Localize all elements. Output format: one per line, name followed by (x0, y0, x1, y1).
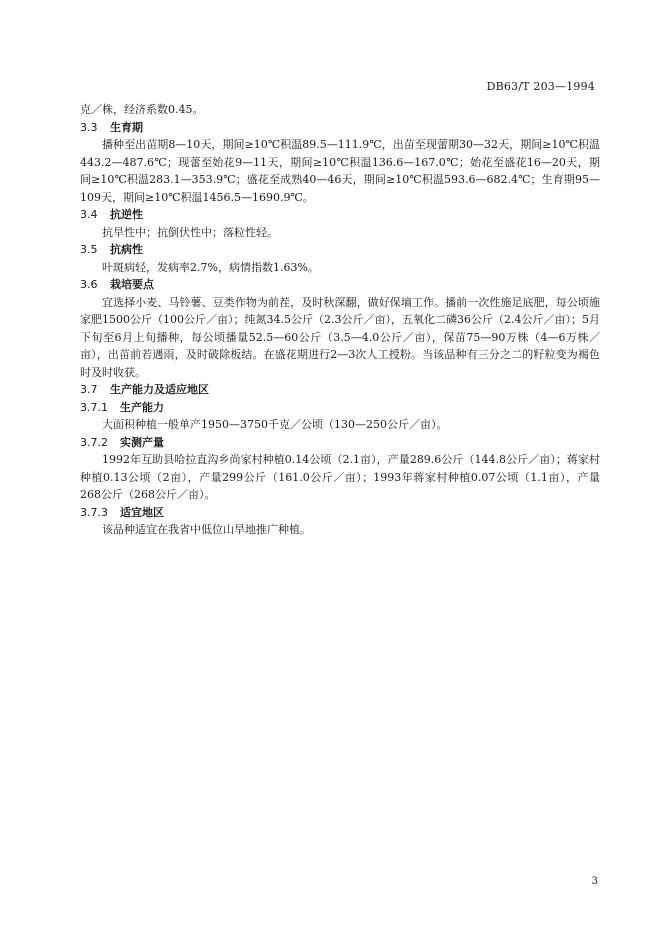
section-paragraph-3-6: 宜选择小麦、马铃薯、豆类作物为前茬，及时秋深翻，做好保墒工作。播前一次性施足底肥，每公顷施家肥1500公斤（100公斤／亩）；纯氮34.5公斤（2.3公斤／亩），五氧化二磷36公斤（2.4公斤／亩）；5月下旬至6月上旬播种，每公顷播量52.5—60公斤（3.5—4.0公斤／亩），保苗75—90万株（4—6万株／亩），出苗前若遇雨，及时破除板结。在盛花期进行2—3次人工授粉。当该品种有三分之二的籽粒变为褐色时及时收获。 (80, 295, 600, 379)
section-number: 3.6 (80, 278, 98, 291)
section-paragraph-3-7-1: 大面积种植一般单产1950—3750千克／公顷（130—250公斤／亩）。 (102, 418, 448, 431)
section-title: 生产能力及适应地区 (110, 383, 209, 396)
section-heading-3-7-1 (80, 399, 600, 417)
section-paragraph-3-5: 叶斑病轻，发病率2.7%，病情指数1.63%。 (102, 260, 319, 274)
section-title: 抗病性 (110, 243, 143, 256)
section-heading-3-3 (80, 119, 600, 137)
section-title: 实测产量 (120, 435, 164, 449)
section-title: 生育期 (110, 120, 143, 134)
section-heading-3-6 (80, 276, 600, 294)
section-paragraph-3-3: 播种至出苗期8—10天，期间≥10℃积温89.5—111.9℃，出苗至现蕾期30—32天，期间≥10℃积温443.2—487.6℃；现蕾至始花9—11天，期间≥10℃积温136.6—167.0℃；始花至盛花16—20天，期间≥10℃积温283.1—353.9℃；盛花至成熟40—46天，期间≥10℃积温593.6—682.4℃；生育期95—109天，期间≥10℃积温1456.5—1690.9℃。 (80, 138, 600, 204)
section-title: 生产能力 (120, 400, 164, 414)
continuation-text: 克／株，经济系数0.45。 (80, 103, 204, 116)
section-paragraph-3-7-3: 该品种适宜在我省中低位山旱地推广种植。 (102, 523, 311, 536)
section-heading-3-7-3 (80, 504, 600, 522)
section-heading-3-5 (80, 241, 600, 259)
section-heading-3-7 (80, 381, 600, 399)
section-number: 3.7.1 (80, 400, 108, 414)
section-number: 3.7 (80, 383, 98, 396)
section-title: 抗逆性 (110, 208, 143, 221)
section-title: 栽培要点 (110, 278, 154, 291)
page-number: 3 (591, 876, 598, 887)
section-heading-3-4 (80, 206, 600, 224)
section-number: 3.3 (80, 120, 98, 134)
section-paragraph-3-7-2: 1992年互助县哈拉直沟乡尚家村种植0.14公顷（2.1亩），产量289.6公斤（144.8公斤／亩）；蒋家村种植0.13公顷（2亩），产量299公斤（161.0公斤／亩）；1993年蒋家村种植0.07公顷（1.1亩），产量268公斤（268公斤／亩）。 (80, 453, 600, 501)
document-body (80, 101, 600, 539)
standard-number-header: DB63/T 203—1994 (486, 80, 595, 93)
section-paragraph-3-4: 抗旱性中；抗倒伏性中；落粒性轻。 (102, 225, 278, 239)
section-title: 适宜地区 (120, 505, 164, 519)
section-number: 3.5 (80, 243, 98, 256)
section-number: 3.7.3 (80, 505, 108, 519)
section-heading-3-7-2 (80, 434, 600, 452)
section-number: 3.4 (80, 208, 98, 221)
section-number: 3.7.2 (80, 435, 108, 449)
